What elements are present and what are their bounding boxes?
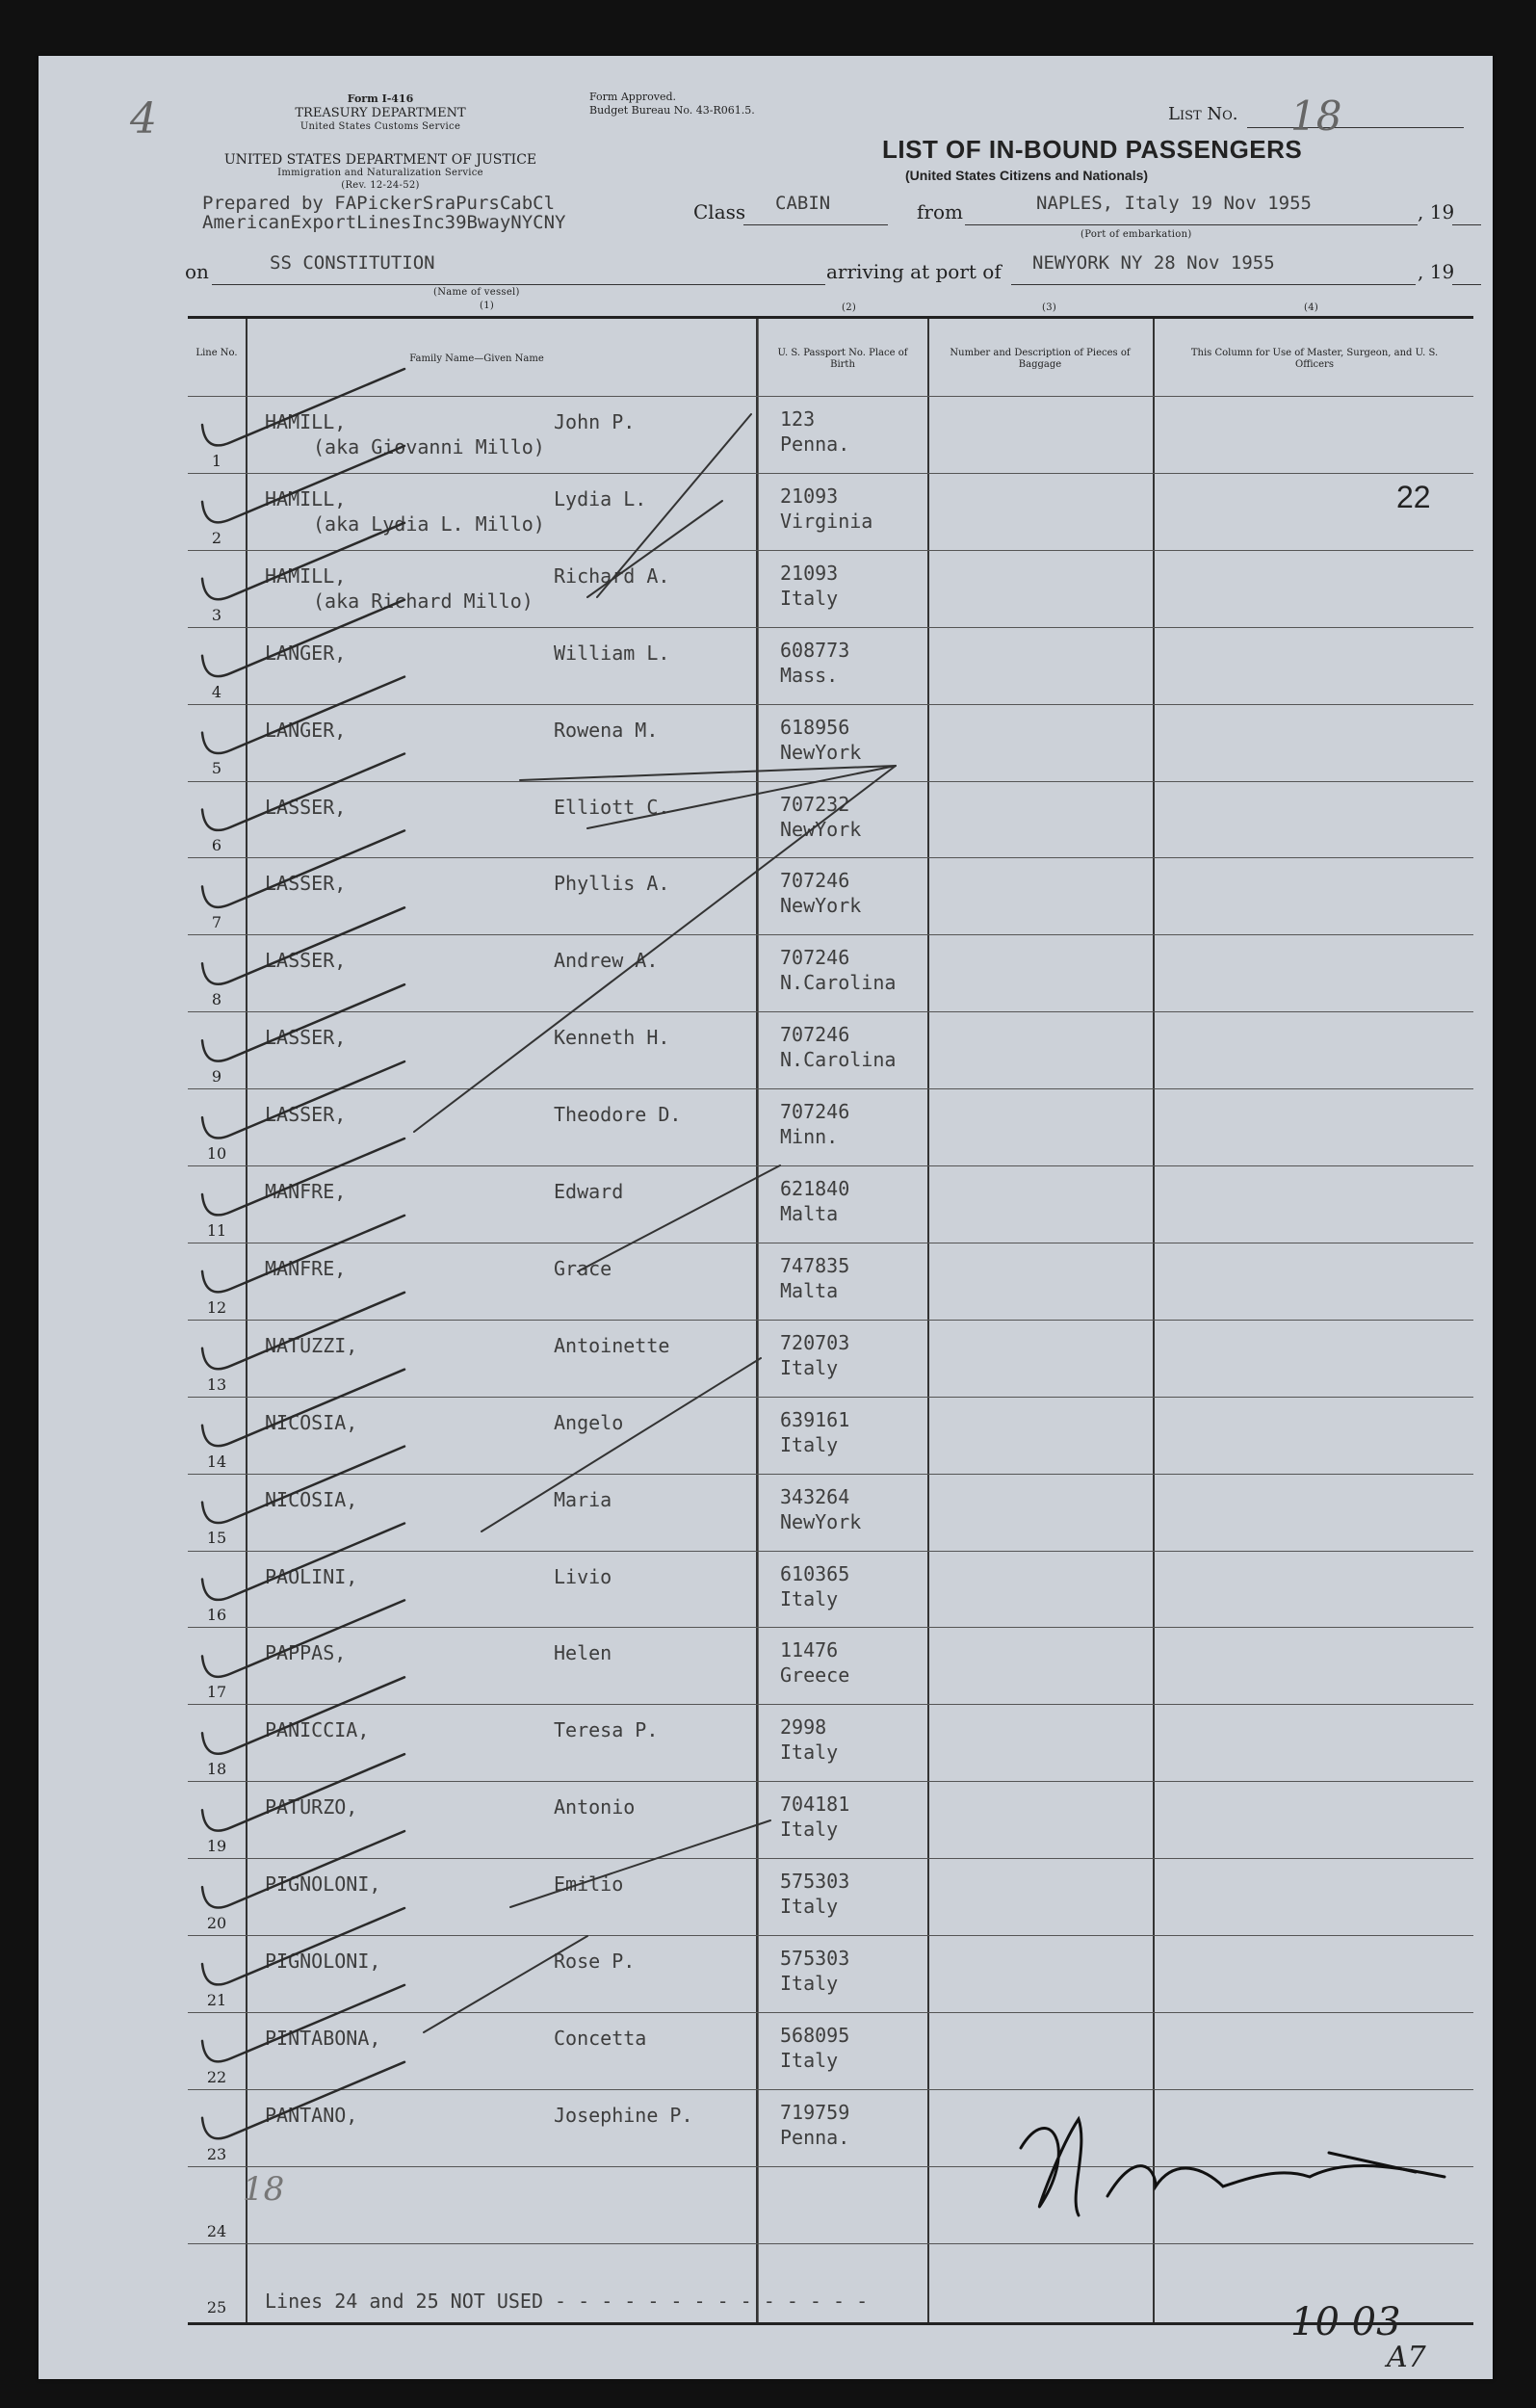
family-name: HAMILL,: [265, 486, 347, 510]
line-number: 5: [211, 759, 222, 778]
place-of-birth: Italy: [780, 1432, 839, 1456]
manifest-sheet: [39, 56, 1493, 2379]
passport-cell: [780, 868, 861, 918]
from-year-line: [1452, 224, 1481, 225]
passport-cell: [780, 1022, 896, 1072]
family-name: PAOLINI,: [265, 1564, 358, 1588]
table-row: [188, 857, 1473, 935]
passport-cell: [780, 1484, 861, 1534]
table-row: [188, 781, 1473, 859]
arrival-line: [1011, 284, 1416, 285]
passport-cell: [780, 2100, 849, 2150]
given-name: Richard A.: [554, 563, 670, 588]
handwritten-count: 18: [243, 2170, 285, 2209]
passport-number: 707246: [780, 1023, 850, 1047]
place-of-birth: Italy: [780, 1355, 839, 1379]
table-row: [188, 934, 1473, 1012]
line-number: 20: [206, 1913, 227, 1932]
passport-number: 2998: [780, 1715, 827, 1740]
place-of-birth: NewYork: [780, 817, 862, 841]
passport-number: 21093: [780, 484, 839, 508]
place-of-birth: Italy: [780, 1895, 839, 1919]
given-name: Rose P.: [554, 1950, 636, 1973]
passport-number: 568095: [780, 2023, 850, 2047]
passport-number: 707232: [780, 792, 850, 816]
line-number: 11: [206, 1220, 227, 1240]
port-embarkation-caption: (Port of embarkation): [1080, 229, 1192, 240]
passport-number: 123: [780, 407, 816, 431]
line-number: 2: [211, 528, 222, 547]
col-index-4: (4): [1304, 302, 1319, 313]
given-name: Angelo: [554, 1410, 624, 1434]
line-number: 4: [211, 682, 222, 701]
given-name: Andrew A.: [554, 949, 659, 973]
line-number: 21: [206, 1990, 227, 2009]
family-name: HAMILL,: [265, 410, 347, 433]
handwritten-fee-sub: A7: [1387, 2341, 1426, 2374]
place-of-birth: Greece: [780, 1663, 850, 1688]
table-row: [188, 1474, 1473, 1552]
col-header-name: Family Name—Given Name: [409, 353, 544, 364]
family-name: LASSER,: [265, 949, 347, 973]
passport-cell: [780, 1407, 849, 1457]
given-name: Theodore D.: [554, 1103, 682, 1127]
given-name: Emilio: [554, 1872, 624, 1897]
line-number: 10: [206, 1143, 227, 1163]
col-index-3: (3): [1042, 302, 1057, 313]
place-of-birth: N.Carolina: [780, 971, 897, 995]
place-of-birth: Italy: [780, 1586, 839, 1610]
passport-number: 707246: [780, 869, 850, 893]
passport-cell: [780, 1869, 849, 1919]
place-of-birth: NewYork: [780, 740, 862, 764]
passport-number: 618956: [780, 715, 850, 739]
line-number: 9: [211, 1067, 222, 1086]
given-name: Antoinette: [554, 1333, 670, 1357]
family-name: LASSER,: [265, 795, 347, 819]
table-row: [188, 2012, 1473, 2090]
customs-service: United States Customs Service: [299, 121, 461, 132]
family-name: PIGNOLONI,: [265, 1872, 381, 1897]
family-name: NICOSIA,: [265, 1410, 358, 1434]
given-name: Grace: [554, 1256, 612, 1280]
col-index-2: (2): [842, 302, 857, 313]
passport-cell: [780, 484, 872, 534]
budget-bureau: Budget Bureau No. 43-R061.5.: [589, 104, 755, 117]
col-header-officers: This Column for Use of Master, Surgeon, and U. S. Officers: [1190, 348, 1439, 370]
line-number: 8: [211, 990, 222, 1009]
passport-number: 704181: [780, 1793, 850, 1817]
table-row: [188, 1935, 1473, 2013]
margin-mark: 4: [130, 94, 157, 144]
table-row: [188, 1858, 1473, 1936]
alias-name: (aka Richard Millo): [313, 589, 534, 613]
passport-number: 720703: [780, 1330, 850, 1354]
family-name: PANICCIA,: [265, 1718, 370, 1742]
family-name: LANGER,: [265, 718, 347, 742]
table-row: [188, 704, 1473, 782]
family-name: PAPPAS,: [265, 1641, 347, 1665]
arriving-label: arriving at port of: [826, 260, 1002, 283]
given-name: Rowena M.: [554, 718, 659, 742]
place-of-birth: Italy: [780, 1818, 839, 1842]
passport-cell: [780, 945, 896, 995]
given-name: Helen: [554, 1641, 612, 1665]
given-name: Phyllis A.: [554, 872, 670, 896]
arrival-year-suffix: , 19: [1418, 260, 1455, 283]
given-name: Kenneth H.: [554, 1026, 670, 1050]
line-number: 1: [211, 451, 222, 470]
on-label: on: [185, 260, 209, 283]
table-row: [188, 1704, 1473, 1782]
from-line: [965, 224, 1418, 225]
line-number: 12: [206, 1297, 227, 1317]
family-name: LASSER,: [265, 1103, 347, 1127]
passport-cell: [780, 1330, 849, 1380]
passport-number: 575303: [780, 1870, 850, 1894]
line-number: 13: [206, 1374, 227, 1394]
line-number: 6: [211, 836, 222, 855]
family-name: PIGNOLONI,: [265, 1950, 381, 1973]
given-name: Antonio: [554, 1795, 636, 1819]
line-number: 25: [206, 2298, 227, 2317]
place-of-birth: Mass.: [780, 663, 839, 687]
given-name: John P.: [554, 410, 636, 433]
form-number: Form I-416: [347, 92, 414, 105]
passport-number: 707246: [780, 1100, 850, 1124]
passport-cell: [780, 2023, 849, 2073]
table-row: [188, 627, 1473, 705]
table-row: [188, 1627, 1473, 1705]
given-name: William L.: [554, 641, 670, 665]
arrival-value: NEWYORK NY 28 Nov 1955: [1032, 252, 1275, 274]
family-name: PANTANO,: [265, 2103, 358, 2127]
line-number: 7: [211, 913, 222, 932]
line-number: 16: [206, 1606, 227, 1625]
place-of-birth: NewYork: [780, 1509, 862, 1533]
handwritten-fee: 10 03: [1290, 2300, 1401, 2344]
col-header-line: Line No.: [195, 348, 238, 358]
line-number: 22: [206, 2067, 227, 2086]
list-no-value: 18: [1290, 92, 1342, 140]
table-row: [188, 1011, 1473, 1089]
table-row: [188, 396, 1473, 474]
line-number: 19: [206, 1837, 227, 1856]
passport-cell: [780, 1176, 849, 1226]
given-name: Edward: [554, 1180, 624, 1203]
table-row: [188, 2166, 1473, 2244]
passport-cell: [780, 715, 861, 765]
col-header-passport: U. S. Passport No. Place of Birth: [777, 348, 908, 370]
family-name: LANGER,: [265, 641, 347, 665]
passport-cell: [780, 1253, 849, 1303]
place-of-birth: Minn.: [780, 1125, 839, 1149]
ins-service: Immigration and Naturalization Service: [277, 168, 483, 178]
place-of-birth: Italy: [780, 586, 839, 610]
passport-number: 639161: [780, 1407, 850, 1431]
table-row: [188, 473, 1473, 551]
family-name: MANFRE,: [265, 1256, 347, 1280]
passport-cell: [780, 561, 838, 611]
vessel-caption: (Name of vessel): [433, 287, 520, 298]
place-of-birth: Malta: [780, 1202, 839, 1225]
passport-cell: [780, 792, 861, 842]
line-number: 24: [206, 2221, 227, 2240]
given-name: Maria: [554, 1487, 612, 1511]
place-of-birth: NewYork: [780, 894, 862, 918]
table-row: [188, 550, 1473, 628]
passport-number: 719759: [780, 2100, 850, 2124]
prepared-by-line1: Prepared by FAPickerSraPursCabCl: [202, 193, 556, 214]
given-name: Elliott C.: [554, 795, 670, 819]
list-no-label: List No.: [1168, 104, 1238, 124]
passport-cell: [780, 1637, 849, 1688]
table-row: [188, 1551, 1473, 1629]
treasury-dept: TREASURY DEPARTMENT: [295, 106, 466, 120]
justice-dept: UNITED STATES DEPARTMENT OF JUSTICE: [223, 152, 537, 168]
vessel-line: [212, 284, 825, 285]
form-approved: Form Approved.: [589, 91, 677, 103]
page-title: LIST OF IN-BOUND PASSENGERS: [882, 135, 1303, 164]
list-no-line: [1247, 127, 1464, 128]
alias-name: (aka Lydia L. Millo): [313, 511, 545, 536]
passport-cell: [780, 638, 849, 688]
passport-cell: [780, 1561, 849, 1611]
passport-number: 621840: [780, 1177, 850, 1200]
family-name: HAMILL,: [265, 563, 347, 588]
unused-lines-note: Lines 24 and 25 NOT USED - - - - - - - - - - - - - -: [265, 2290, 869, 2313]
prepared-by-line2: AmericanExportLinesInc39BwayNYCNY: [202, 212, 566, 233]
place-of-birth: Italy: [780, 1741, 839, 1765]
family-name: NICOSIA,: [265, 1487, 358, 1511]
col-index-1: (1): [480, 301, 495, 311]
passenger-table: [188, 316, 1473, 2325]
family-name: LASSER,: [265, 872, 347, 896]
place-of-birth: N.Carolina: [780, 1048, 897, 1072]
table-row: [188, 1397, 1473, 1475]
line-number: 3: [211, 605, 222, 624]
place-of-birth: Malta: [780, 1278, 839, 1302]
class-label: Class: [693, 200, 746, 223]
line-number: 18: [206, 1760, 227, 1779]
passport-number: 747835: [780, 1253, 850, 1277]
table-row: [188, 1243, 1473, 1321]
place-of-birth: Penna.: [780, 2125, 850, 2149]
family-name: PATURZO,: [265, 1795, 358, 1819]
from-value: NAPLES, Italy 19 Nov 1955: [1036, 193, 1312, 214]
given-name: Concetta: [554, 2026, 647, 2050]
passport-number: 21093: [780, 561, 839, 585]
col-header-baggage: Number and Description of Pieces of Baggage: [950, 348, 1131, 370]
line-number: 15: [206, 1529, 227, 1548]
place-of-birth: Virginia: [780, 509, 873, 533]
given-name: Lydia L.: [554, 486, 647, 510]
class-value: CABIN: [775, 193, 831, 214]
line-number: 23: [206, 2144, 227, 2163]
place-of-birth: Italy: [780, 1972, 839, 1995]
class-line: [743, 224, 888, 225]
from-label: from: [917, 200, 963, 223]
officer-count: 22: [1396, 480, 1431, 514]
family-name: LASSER,: [265, 1026, 347, 1050]
family-name: PINTABONA,: [265, 2026, 381, 2050]
table-row: [188, 2089, 1473, 2167]
table-row: [188, 1781, 1473, 1859]
table-row: [188, 1320, 1473, 1398]
line-number: 14: [206, 1452, 227, 1471]
passport-cell: [780, 1792, 849, 1842]
table-row: [188, 1088, 1473, 1166]
page-subtitle: (United States Citizens and Nationals): [905, 168, 1149, 183]
revision: (Rev. 12-24-52): [341, 180, 420, 191]
passport-number: 11476: [780, 1638, 839, 1662]
passport-number: 707246: [780, 946, 850, 970]
given-name: Livio: [554, 1564, 612, 1588]
family-name: NATUZZI,: [265, 1333, 358, 1357]
passport-cell: [780, 1714, 838, 1765]
line-number: 17: [206, 1683, 227, 1702]
passport-cell: [780, 1946, 849, 1996]
given-name: Teresa P.: [554, 1718, 659, 1742]
passport-number: 608773: [780, 638, 850, 662]
vessel-name: SS CONSTITUTION: [270, 252, 435, 274]
passport-cell: [780, 1099, 849, 1149]
place-of-birth: Penna.: [780, 432, 850, 456]
passport-number: 343264: [780, 1484, 850, 1508]
from-year-suffix: , 19: [1418, 200, 1455, 223]
passport-number: 575303: [780, 1947, 850, 1970]
alias-name: (aka Giovanni Millo): [313, 435, 545, 458]
passport-number: 610365: [780, 1561, 850, 1585]
passport-cell: [780, 406, 849, 457]
given-name: Josephine P.: [554, 2103, 693, 2127]
arrival-year-line: [1452, 284, 1481, 285]
table-row: [188, 1165, 1473, 1243]
place-of-birth: Italy: [780, 2048, 839, 2072]
family-name: MANFRE,: [265, 1180, 347, 1203]
